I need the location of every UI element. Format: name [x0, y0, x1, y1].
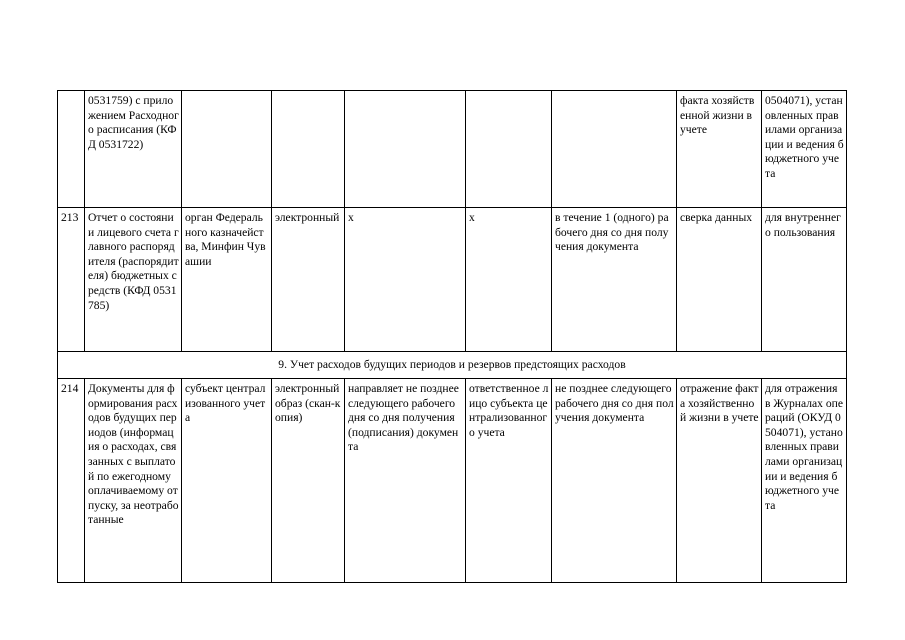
table-row — [58, 379, 847, 583]
receiver-cell: х — [466, 208, 552, 352]
format-cell: электронный образ (скан-копия) — [272, 379, 345, 583]
receiver-cell: ответственное лицо субъекта централизованного учета — [466, 379, 552, 583]
action-cell — [345, 91, 466, 208]
purpose-cell: факта хозяйственной жизни в учете — [677, 91, 762, 208]
document-table — [57, 90, 847, 583]
section-row — [58, 352, 847, 379]
action-cell: направляет не позднее следующего рабочего дня со дня получения (подписания) документа — [345, 379, 466, 583]
document-name-cell: Документы для формирования расходов будущих периодов (информация о расходах, связанных с выплатой по ежегодному оплачиваемому отпуску, за неотработанные — [85, 379, 182, 583]
responsible-cell — [182, 91, 272, 208]
document-name-cell: Отчет о состоянии лицевого счета главного распорядителя (распорядителя) бюджетных средств (КФД 0531785) — [85, 208, 182, 352]
deadline-cell — [552, 91, 677, 208]
purpose-cell: отражение факта хозяйственной жизни в учете — [677, 379, 762, 583]
purpose-cell: сверка данных — [677, 208, 762, 352]
usage-cell: для отражения в Журналах операций (ОКУД 0504071), установленных правилами организации и ведения бюджетного учета — [762, 379, 847, 583]
table-row — [58, 91, 847, 208]
deadline-cell: в течение 1 (одного) рабочего дня со дня получения документа — [552, 208, 677, 352]
section-heading: 9. Учет расходов будущих периодов и резервов предстоящих расходов — [58, 352, 847, 379]
receiver-cell — [466, 91, 552, 208]
usage-cell: 0504071), установленных правилами организации и ведения бюджетного учета — [762, 91, 847, 208]
format-cell: электронный — [272, 208, 345, 352]
deadline-cell: не позднее следующего рабочего дня со дня получения документа — [552, 379, 677, 583]
row-number: 213 — [58, 208, 85, 352]
table-row — [58, 208, 847, 352]
row-number: 214 — [58, 379, 85, 583]
responsible-cell: субъект централизованного учета — [182, 379, 272, 583]
format-cell — [272, 91, 345, 208]
responsible-cell: орган Федерального казначейства, Минфин Чувашии — [182, 208, 272, 352]
action-cell: х — [345, 208, 466, 352]
row-number — [58, 91, 85, 208]
document-name-cell: 0531759) с приложением Расходного расписания (КФД 0531722) — [85, 91, 182, 208]
usage-cell: для внутреннего пользования — [762, 208, 847, 352]
